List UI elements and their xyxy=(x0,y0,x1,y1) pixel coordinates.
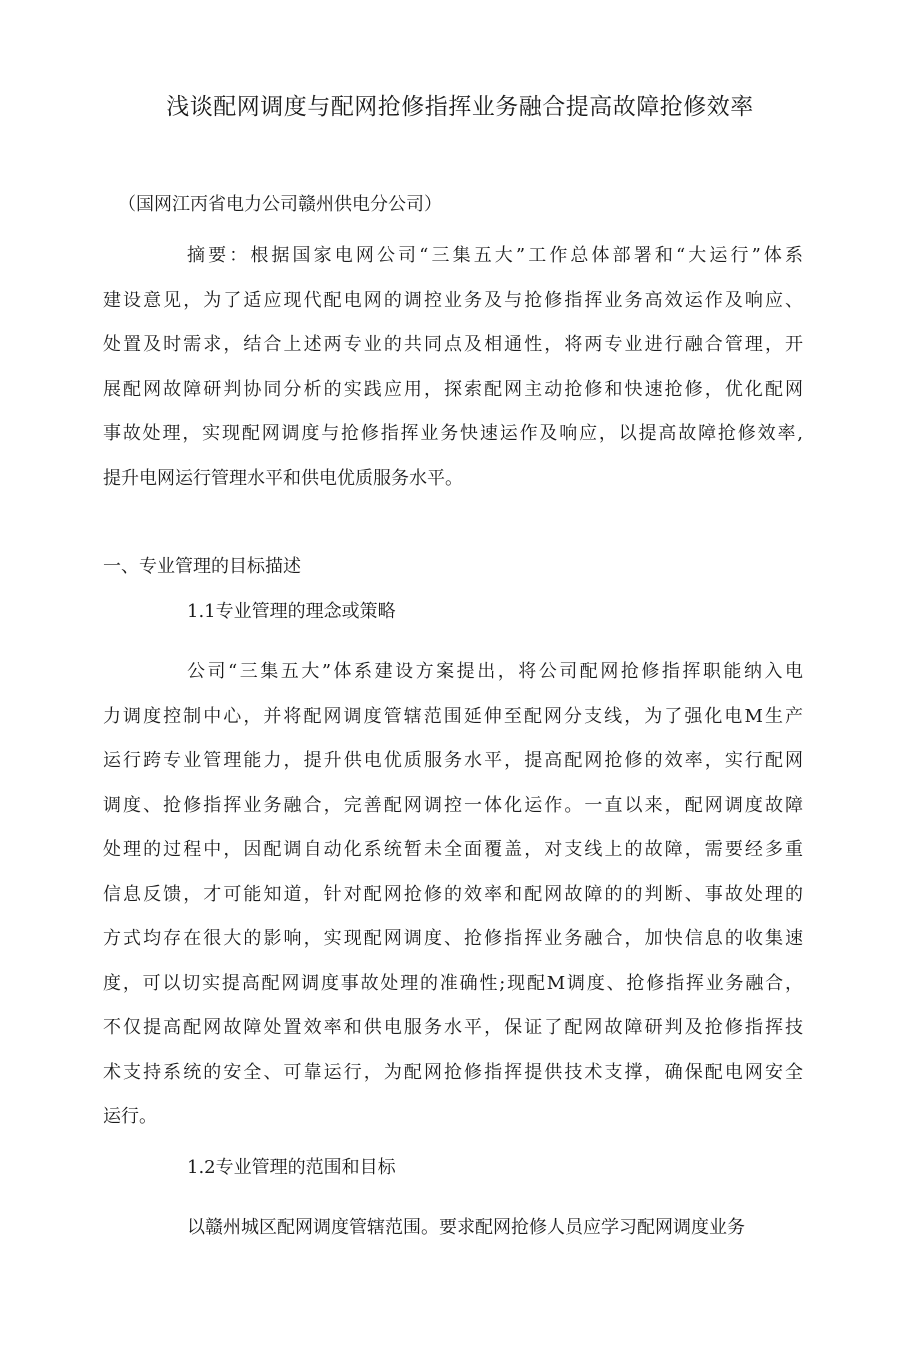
document-title: 浅谈配网调度与配网抢修指挥业务融合提高故障抢修效率 xyxy=(166,94,754,120)
body-paragraph xyxy=(103,1206,803,1251)
section-heading: 一、专业管理的目标描述 xyxy=(103,556,301,577)
body-line: 方式均存在很大的影响，实现配网调度、抢修指挥业务融合，加快信息的收集速 xyxy=(103,928,803,949)
subsection-heading: 1.1专业管理的理念或策略 xyxy=(187,601,396,622)
body-line: 调度、抢修指挥业务融合，完善配网调控一体化运作。一直以来，配网调度故障 xyxy=(103,794,803,816)
body-line: 力调度控制中心，并将配网调度管辖范围延伸至配网分支线，为了强化电M生产 xyxy=(103,705,803,727)
body-paragraph xyxy=(103,650,803,1140)
body-line: 公司“三集五大”体系建设方案提出，将公司配网抢修指挥职能纳入电 xyxy=(187,661,803,682)
body-line: 运行跨专业管理能力，提升供电优质服务水平，提高配网抢修的效率，实行配网 xyxy=(103,750,803,771)
body-line: 以赣州城区配网调度管辖范围。要求配网抢修人员应学习配网调度业务 xyxy=(187,1217,745,1238)
body-line: 信息反馈，才可能知道，针对配网抢修的效率和配网故障的的判断、事故处理的 xyxy=(103,883,803,905)
body-line: 不仅提高配网故障处置效率和供电服务水平，保证了配网故障研判及抢修指挥技 xyxy=(103,1017,803,1038)
body-line: 处理的过程中，因配调自动化系统暂未全面覆盖，对支线上的故障，需要经多重 xyxy=(103,839,803,860)
abstract-line: 建设意见，为了适应现代配电网的调控业务及与抢修指挥业务高效运作及响应、 xyxy=(103,289,803,311)
body-line: 术支持系统的安全、可靠运行，为配网抢修指挥提供技术支撑，确保配电网安全 xyxy=(103,1061,803,1083)
abstract-line: 摘要：根据国家电网公司“三集五大”工作总体部署和“大运行”体系 xyxy=(187,245,803,266)
body-line: 度，可以切实提高配网调度事故处理的准确性;现配M调度、抢修指挥业务融合， xyxy=(103,972,803,994)
body-line: 运行。 xyxy=(103,1106,157,1127)
abstract-line: 提升电网运行管理水平和供电优质服务水平。 xyxy=(103,467,463,489)
abstract-paragraph xyxy=(103,234,803,501)
author-affiliation: （国网江丙省电力公司赣州供电分公司） xyxy=(118,194,442,215)
subsection-heading: 1.2专业管理的范围和目标 xyxy=(187,1157,396,1178)
abstract-line: 展配网故障研判协同分析的实践应用，探索配网主动抢修和快速抢修，优化配网 xyxy=(103,378,803,400)
abstract-line: 处置及时需求，结合上述两专业的共同点及相通性，将两专业进行融合管理，开 xyxy=(103,334,803,355)
abstract-line: 事故处理，实现配网调度与抢修指挥业务快速运作及响应，以提高故障抢修效率, xyxy=(103,423,803,444)
